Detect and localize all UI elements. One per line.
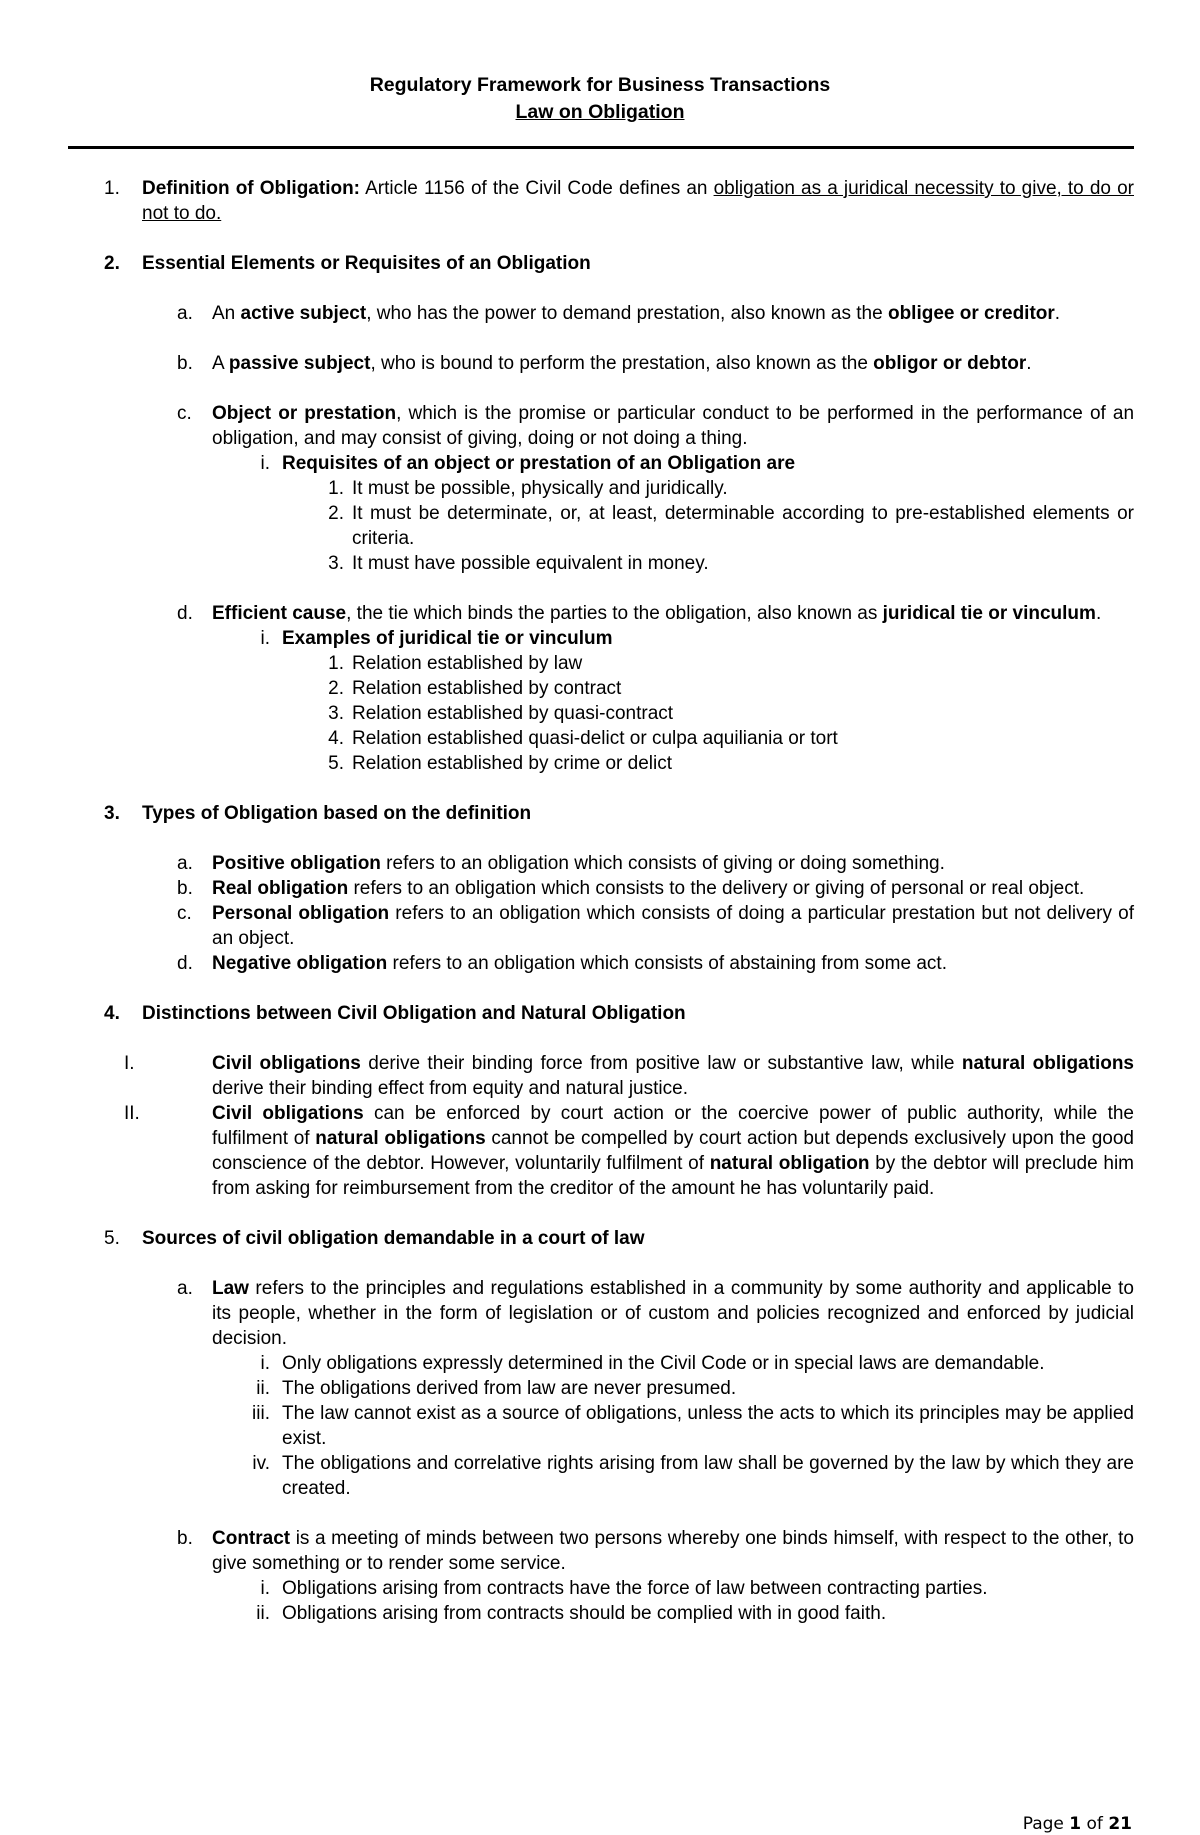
list-item (70, 1276, 1134, 1351)
item-term: Law (212, 1278, 249, 1299)
section-1 (70, 176, 1134, 226)
numbered-item (70, 551, 1134, 576)
item-term: natural obligations (961, 1053, 1134, 1074)
item-term: Civil obligations (212, 1053, 361, 1074)
page-number: 1 (1069, 1814, 1082, 1834)
list-item (70, 1526, 1134, 1576)
page-total: 21 (1108, 1814, 1132, 1834)
item-term: Real obligation (212, 878, 349, 899)
numbered-item (70, 476, 1134, 501)
list-item (70, 876, 1134, 901)
item-text: can be enforced by court action or the coercive power of public authority, while the fulfilment of (212, 1103, 1134, 1149)
item-marker: i. (260, 628, 270, 649)
numbered-item (70, 501, 1134, 551)
definition-underlined: obligation as a juridical necessity to give, to do or not to do. (142, 178, 1134, 224)
list-item (70, 851, 1134, 876)
item-text: Relation established by quasi-contract (352, 703, 674, 724)
item-text: It must be determinate, or, at least, determinable according to pre-established elements or criteria. (352, 503, 1134, 549)
list-item (70, 301, 1134, 326)
item-text: is a meeting of minds between two persons whereby one binds himself, with respect to the other, to give something or to render some service. (212, 1528, 1134, 1574)
item-marker: c. (177, 403, 192, 424)
item-marker: i. (260, 1578, 270, 1599)
of-word: of (1081, 1814, 1109, 1834)
sub-item (70, 626, 1134, 651)
numbered-item (70, 651, 1134, 676)
item-term: obligor or debtor (873, 353, 1027, 374)
item-marker: 2. (328, 503, 344, 524)
section-title: Types of Obligation based on the definition (142, 803, 532, 824)
item-marker: 1. (328, 478, 344, 499)
item-text: refers to the principles and regulations established in a community by some authority and applicable to its people, whether in the form of legislation or of custom and policies recognized and enforced by judicial decision. (212, 1278, 1134, 1349)
item-marker: b. (177, 1528, 193, 1549)
item-text: A (212, 353, 229, 374)
item-term: passive subject (228, 353, 371, 374)
item-term: Positive obligation (212, 853, 381, 874)
item-text: Relation established by contract (352, 678, 622, 699)
item-text: . (1054, 303, 1061, 324)
section-number: 2. (104, 253, 120, 274)
item-text: . (1026, 353, 1032, 374)
item-marker: 2. (328, 678, 344, 699)
item-text: , who is bound to perform the prestation, also known as the (370, 353, 874, 374)
item-text: It must have possible equivalent in money. (352, 553, 709, 574)
section-2-heading (70, 251, 1134, 276)
item-text: Relation established by law (352, 653, 583, 674)
item-term: Negative obligation (212, 953, 388, 974)
sub-item (70, 1401, 1134, 1451)
item-term: Object or prestation (212, 403, 397, 424)
item-marker: ii. (256, 1603, 270, 1624)
section-number: 3. (104, 803, 120, 824)
item-marker: a. (177, 303, 193, 324)
section-title: Sources of civil obligation demandable in a court of law (142, 1228, 645, 1249)
item-text: , which is the promise or particular conduct to be performed in the performance of an obligation, and may consist of giving, doing or not doing a thing. (212, 403, 1135, 449)
list-item (70, 401, 1134, 451)
item-text: Only obligations expressly determined in the Civil Code or in special laws are demandable. (282, 1353, 1045, 1374)
document-header (0, 72, 1200, 126)
item-text: refers to an obligation which consists of abstaining from some act. (387, 953, 947, 974)
item-text: The obligations and correlative rights arising from law shall be governed by the law by which they are created. (282, 1453, 1134, 1499)
item-marker: 3. (328, 553, 344, 574)
item-text: The obligations derived from law are never presumed. (282, 1378, 737, 1399)
section-4-heading (70, 1001, 1134, 1026)
roman-item (70, 1101, 1134, 1201)
item-marker: 5. (328, 753, 344, 774)
sub-item-title: Examples of juridical tie or vinculum (282, 628, 613, 649)
numbered-item (70, 726, 1134, 751)
item-text: The law cannot exist as a source of obligations, unless the acts to which its principles may be applied exist. (282, 1403, 1134, 1449)
item-term: Civil obligations (212, 1103, 364, 1124)
item-term: active subject (240, 303, 367, 324)
item-term: natural obligation (709, 1153, 870, 1174)
section-3-heading (70, 801, 1134, 826)
document-body (70, 176, 1134, 1626)
list-item (70, 351, 1134, 376)
item-text: refers to an obligation which consists of doing a particular prestation but not delivery of an object. (212, 903, 1134, 949)
item-text: , who has the power to demand prestation, also known as the (366, 303, 888, 324)
item-marker: iii. (252, 1403, 270, 1424)
item-text: refers to an obligation which consists of giving or doing something. (380, 853, 945, 874)
section-number: 4. (104, 1003, 120, 1024)
item-text: derive their binding effect from equity and natural justice. (212, 1078, 688, 1099)
item-marker: 4. (328, 728, 344, 749)
item-marker: i. (260, 453, 270, 474)
item-term: obligee or creditor (887, 303, 1055, 324)
document-title: Regulatory Framework for Business Transactions (369, 74, 831, 96)
item-marker: iv. (252, 1453, 270, 1474)
section-text: Article 1156 of the Civil Code defines an (360, 178, 714, 199)
list-item (70, 601, 1134, 626)
section-label: Definition of Obligation: (142, 178, 361, 199)
item-marker: d. (177, 603, 193, 624)
item-marker: b. (177, 878, 193, 899)
sub-item (70, 451, 1134, 476)
sub-item (70, 1376, 1134, 1401)
item-term: Personal obligation (212, 903, 390, 924)
item-marker: II. (124, 1103, 140, 1124)
item-term: juridical tie or vinculum (882, 603, 1096, 624)
sub-item (70, 1601, 1134, 1626)
item-text: by the debtor will preclude him from asking for reimbursement from the creditor of the amount he has voluntarily paid. (212, 1153, 1134, 1199)
numbered-item (70, 676, 1134, 701)
sub-item (70, 1351, 1134, 1376)
item-marker: I. (124, 1053, 135, 1074)
item-marker: 1. (328, 653, 344, 674)
document-subtitle: Law on Obligation (515, 101, 685, 123)
item-marker: a. (177, 1278, 193, 1299)
list-item (70, 951, 1134, 976)
section-5-heading (70, 1226, 1134, 1251)
item-text: Obligations arising from contracts should be complied with in good faith. (282, 1603, 887, 1624)
item-text: refers to an obligation which consists to the delivery or giving of personal or real object. (348, 878, 1085, 899)
item-text: Obligations arising from contracts have the force of law between contracting parties. (282, 1578, 988, 1599)
section-title: Distinctions between Civil Obligation and Natural Obligation (142, 1003, 686, 1024)
item-marker: ii. (256, 1378, 270, 1399)
sub-item (70, 1451, 1134, 1501)
item-text: Relation established by crime or delict (352, 753, 672, 774)
numbered-item (70, 751, 1134, 776)
item-marker: c. (177, 903, 192, 924)
page-word: Page (1022, 1814, 1070, 1834)
item-text: An (212, 303, 241, 324)
item-marker: b. (177, 353, 193, 374)
item-term: Contract (212, 1528, 291, 1549)
section-number: 5. (104, 1228, 120, 1249)
item-text: , the tie which binds the parties to the obligation, also known as (346, 603, 883, 624)
item-text: It must be possible, physically and juridically. (352, 478, 728, 499)
section-number: 1. (104, 178, 120, 199)
roman-item (70, 1051, 1134, 1101)
item-marker: a. (177, 853, 193, 874)
item-marker: d. (177, 953, 193, 974)
page-footer (1023, 1814, 1132, 1834)
item-term: natural obligations (315, 1128, 486, 1149)
item-text: Relation established quasi-delict or culpa aquiliania or tort (352, 728, 838, 749)
item-text: cannot be compelled by court action but depends exclusively upon the good conscience of the debtor. However, voluntarily fulfilment of (212, 1128, 1134, 1174)
sub-item (70, 1576, 1134, 1601)
item-term: Efficient cause (212, 603, 347, 624)
item-text: derive their binding force from positive law or substantive law, while (360, 1053, 962, 1074)
list-item (70, 901, 1134, 951)
numbered-item (70, 701, 1134, 726)
section-title: Essential Elements or Requisites of an Obligation (142, 253, 591, 274)
item-text: . (1095, 603, 1102, 624)
item-marker: 3. (328, 703, 344, 724)
item-marker: i. (260, 1353, 270, 1374)
sub-item-title: Requisites of an object or prestation of an Obligation are (282, 453, 796, 474)
header-rule (68, 146, 1134, 149)
